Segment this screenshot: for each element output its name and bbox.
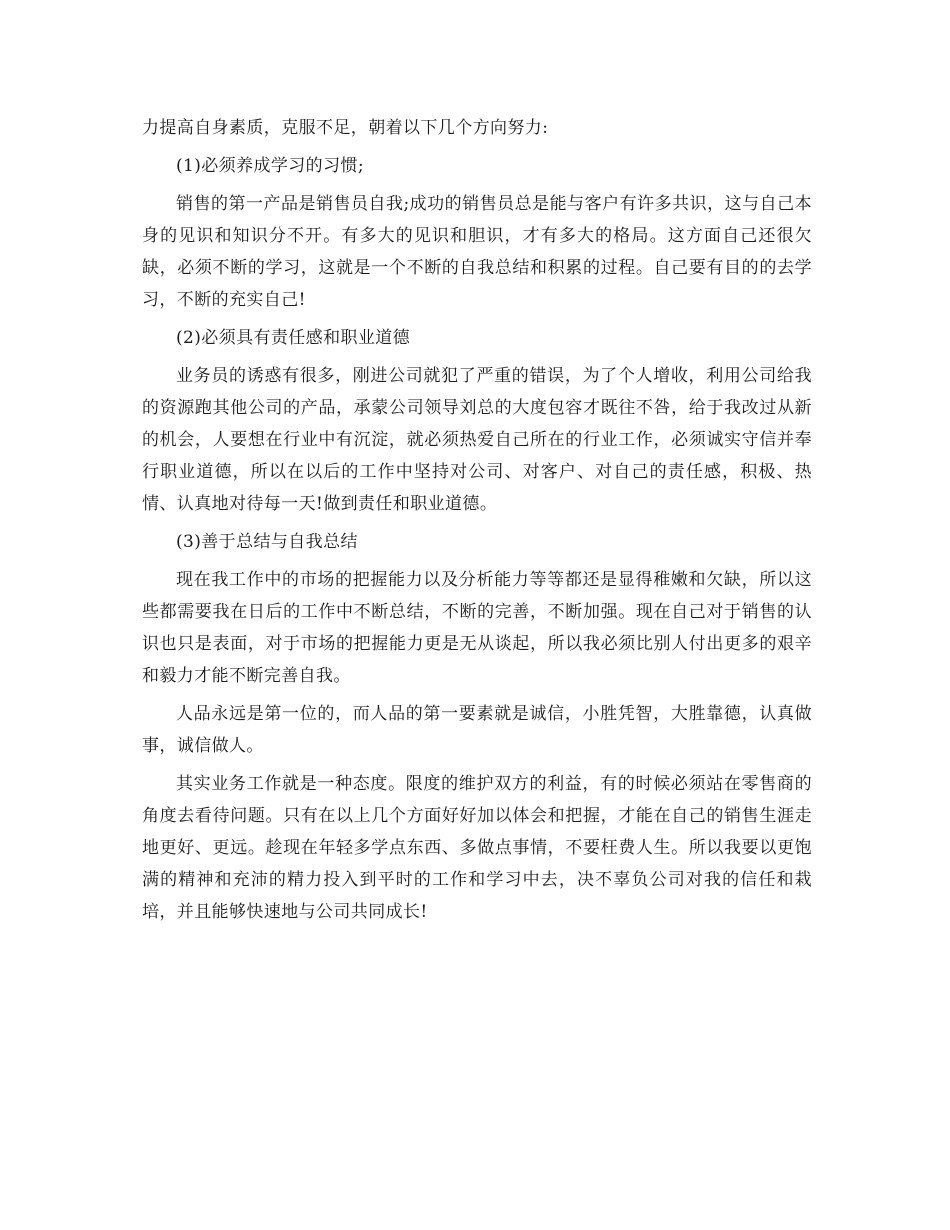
document-body (142, 112, 812, 934)
heading-summarize: (3)善于总结与自我总结 (176, 532, 358, 552)
paragraph-integrity: 人品永远是第一位的，而人品的第一要素就是诚信，小胜凭智，大胜靠德，认真做事，诚信做人。 (142, 704, 812, 756)
heading-habit-of-learning: (1)必须养成学习的习惯; (176, 156, 365, 176)
paragraph-summarize: 现在我工作中的市场的把握能力以及分析能力等等都还是显得稚嫩和欠缺，所以这些都需要我在日后的工作中不断总结，不断的完善，不断加强。现在自己对于销售的认识也只是表面，对于市场的把握能力更是无从谈起，所以我必须比别人付出更多的艰辛和毅力才能不断完善自我。 (142, 570, 812, 686)
paragraph-responsibility: 业务员的诱惑有很多，刚进公司就犯了严重的错误，为了个人增收，利用公司给我的资源跑其他公司的产品，承蒙公司领导刘总的大度包容才既往不咎，给于我改过从新的机会，人要想在行业中有沉淀，就必须热爱自己所在的行业工作，必须诚实守信并奉行职业道德，所以在以后的工作中坚持对公司、对客户、对自己的责任感，积极、热情、认真地对待每一天!做到责任和职业道德。 (142, 366, 812, 514)
heading-responsibility-ethics: (2)必须具有责任感和职业道德 (176, 328, 411, 348)
paragraph-learning: 销售的第一产品是销售员自我;成功的销售员总是能与客户有许多共识，这与自己本身的见识和知识分不开。有多大的见识和胆识，才有多大的格局。这方面自己还很欠缺，必须不断的学习，这就是一个不断的自我总结和积累的过程。自己要有目的的去学习，不断的充实自己! (142, 194, 812, 310)
paragraph-intro: 力提高自身素质，克服不足，朝着以下几个方向努力: (142, 118, 549, 138)
paragraph-attitude: 其实业务工作就是一种态度。限度的维护双方的利益，有的时候必须站在零售商的角度去看待问题。只有在以上几个方面好好加以体会和把握，才能在自己的销售生涯走地更好、更远。趁现在年轻多学点东西、多做点事情，不要枉费人生。所以我要以更饱满的精神和充沛的精力投入到平时的工作和学习中去，决不辜负公司对我的信任和栽培，并且能够快速地与公司共同成长! (142, 774, 812, 922)
